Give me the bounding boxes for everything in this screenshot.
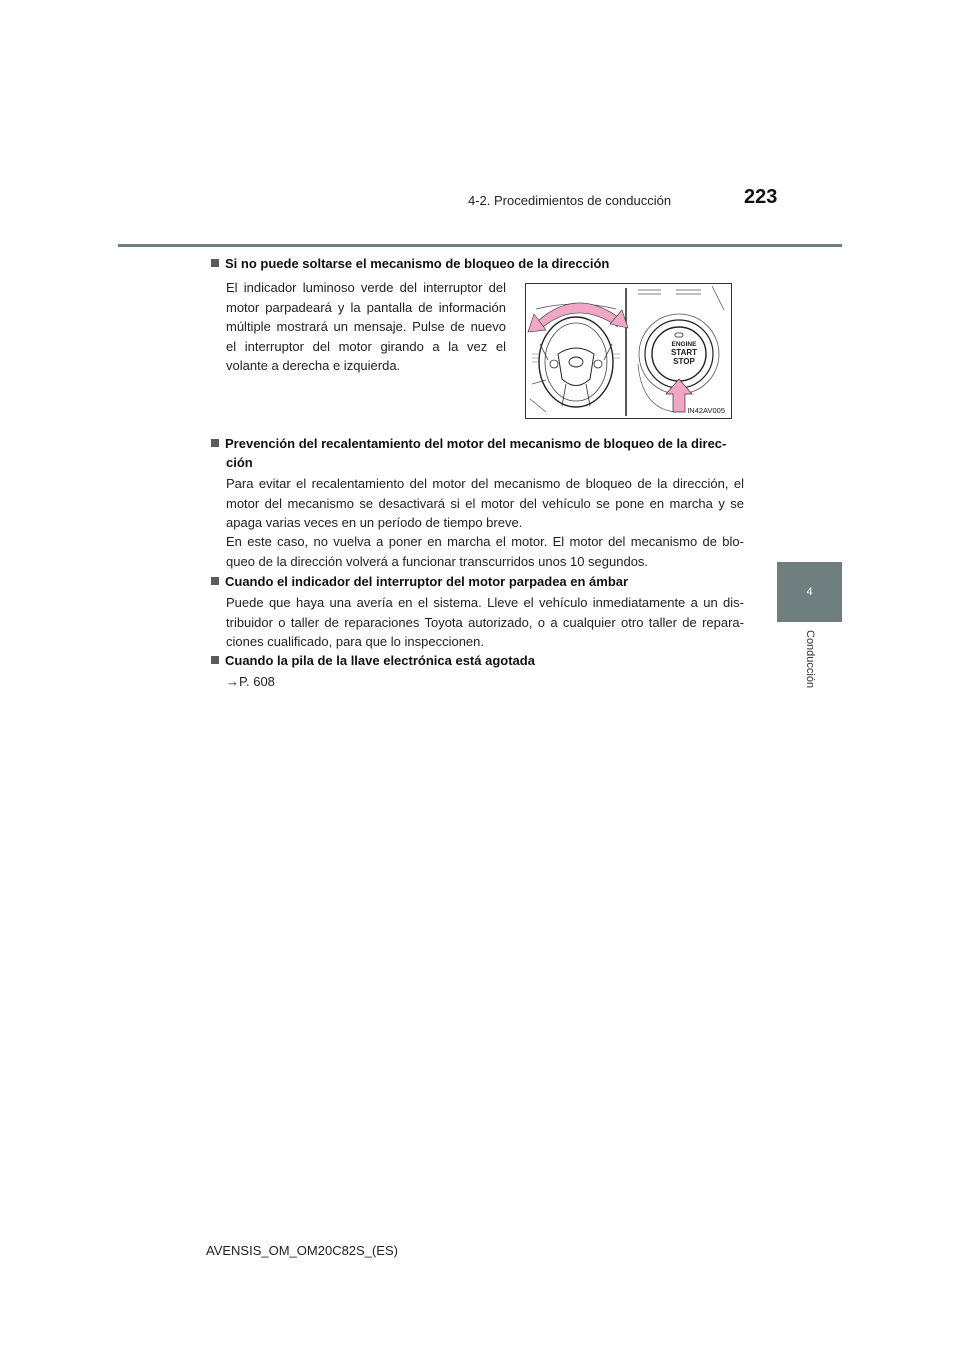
section-paragraph: En este caso, no vuelva a poner en marcha el motor. El motor del mecanismo de blo-queo de la dirección volverá a funcionar transcurridos unos 10 segundos.: [226, 534, 744, 569]
section-paragraph: Puede que haya una avería en el sistema. Lleve el vehículo inmediatamente a un dis-tribuidor o taller de reparaciones Toyota autorizado, o a cualquier otro taller de repara-ciones cualificado, para que lo inspeccionen.: [226, 595, 744, 649]
figure-code: IN42AV005: [687, 406, 725, 415]
document-code: AVENSIS_OM_OM20C82S_(ES): [206, 1243, 398, 1258]
section-heading: Prevención del recalentamiento del motor del mecanismo de bloqueo de la direc-: [211, 434, 726, 453]
chapter-label: Conducción: [804, 630, 816, 689]
button-label-engine: ENGINE: [671, 341, 697, 348]
page-number: 223: [744, 186, 778, 208]
engine-start-button-icon: [656, 341, 712, 366]
page-reference-link[interactable]: →P. 608: [226, 674, 275, 689]
section-paragraph: Para evitar el recalentamiento del motor del mecanismo de bloqueo de la dirección, el motor del mecanismo se desactivará si el motor del vehículo se pone en marcha y se apaga varias veces en un período de tiempo breve.: [226, 476, 744, 530]
section-heading: Cuando el indicador del interruptor del motor parpadea en ámbar: [211, 572, 628, 591]
figure-steering-engine-switch: [525, 283, 732, 419]
button-label-stop: STOP: [673, 357, 695, 366]
bullet-square-icon: [211, 656, 219, 664]
section-heading: Si no puede soltarse el mecanismo de bloqueo de la dirección: [211, 254, 609, 273]
bullet-square-icon: [211, 439, 219, 447]
section-heading-continued: ción: [226, 455, 253, 470]
bullet-square-icon: [211, 577, 219, 585]
section-heading: Cuando la pila de la llave electrónica está agotada: [211, 651, 535, 670]
button-label-start: START: [670, 348, 698, 357]
header-section-title: 4-2. Procedimientos de conducción: [468, 193, 672, 208]
chapter-tab: [777, 562, 842, 622]
header-rule: [118, 244, 842, 247]
chapter-number: 4: [806, 586, 813, 598]
bullet-square-icon: [211, 259, 219, 267]
section-paragraph: El indicador luminoso verde del interruptor del motor parpadeará y la pantalla de información múltiple mostrará un mensaje. Pulse de nuevo el interruptor del motor girando a la vez el volante a derecha e izquierda.: [226, 280, 506, 373]
